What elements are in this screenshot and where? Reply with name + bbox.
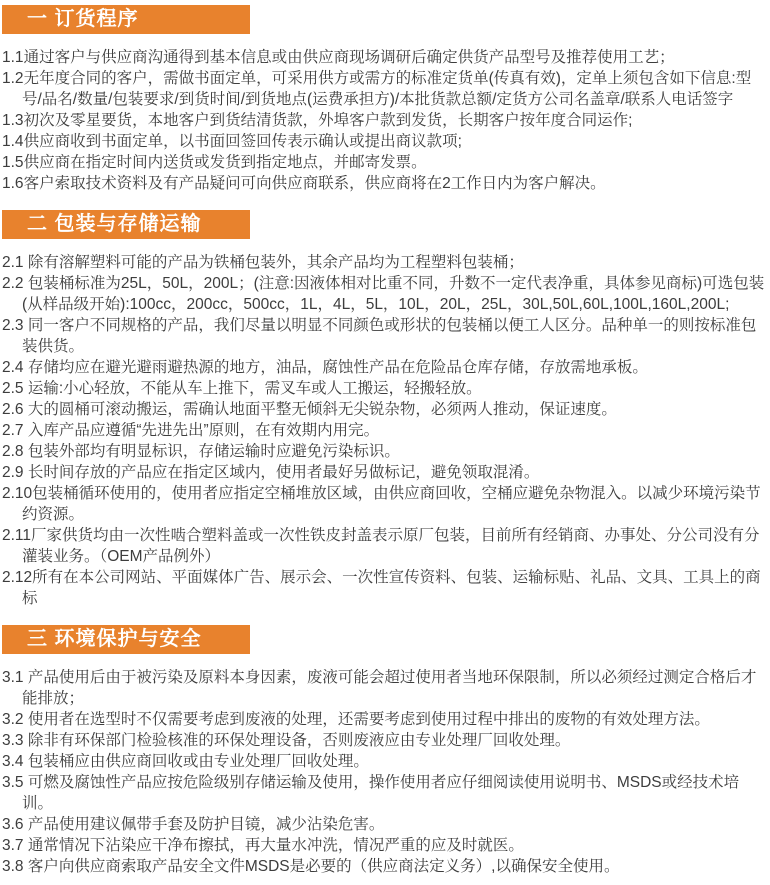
section-header-banner: [2, 210, 250, 239]
item-text: 长时间存放的产品应在指定区域内，使用者最好另做标记，避免领取混淆。: [27, 464, 540, 481]
item-number: 1.4: [2, 133, 24, 150]
item-text: 产品使用后由于被污染及原料本身因素，废液可能会超过使用者当地环保限制，所以必须经过测定合格后才能排放；: [22, 669, 757, 707]
item-number: 2.4: [2, 359, 28, 376]
list-item: [2, 110, 768, 131]
item-number: 2.2: [2, 275, 28, 292]
section-title: 一 订货程序: [27, 8, 139, 30]
item-number: 2.11: [2, 527, 32, 544]
list-item: [2, 730, 768, 751]
list-item: [2, 378, 768, 399]
item-number: 3.3: [2, 732, 28, 749]
item-text: 入库产品应遵循“先进先出”原则，在有效期内用完。: [27, 422, 380, 439]
list-item: [2, 483, 768, 525]
item-number: 2.7: [2, 422, 28, 439]
section-items: [2, 47, 768, 194]
list-item: [2, 709, 768, 730]
list-item: [2, 152, 768, 173]
item-number: 1.6: [2, 175, 24, 192]
item-text: 通过客户与供应商沟通得到基本信息或由供应商现场调研后确定供货产品型号及推荐使用工艺；: [23, 49, 675, 66]
item-text: 运输:小心轻放，不能从车上推下，需叉车或人工搬运，轻搬轻放。: [27, 380, 482, 397]
item-text: 除有溶解塑料可能的产品为铁桶包装外，其余产品均为工程塑料包装桶；: [27, 254, 524, 271]
item-number: 2.12: [2, 569, 33, 586]
item-text: 包装外部均有明显标识，存储运输时应避免污染标识。: [27, 443, 400, 460]
item-number: 2.6: [2, 401, 28, 418]
item-number: 1.5: [2, 154, 24, 171]
list-item: [2, 856, 768, 877]
list-item: [2, 814, 768, 835]
item-text: 供应商收到书面定单，以书面回签回传表示确认或提出商议款项;: [23, 133, 462, 150]
item-text: 除非有环保部门检验核准的环保处理设备，否则废液应由专业处理厂回收处理。: [27, 732, 571, 749]
list-item: [2, 420, 768, 441]
list-item: [2, 315, 768, 357]
list-item: [2, 252, 768, 273]
section-items: [2, 667, 768, 877]
item-text: 包装桶循环使用的，使用者应指定空桶堆放区域，由供应商回收，空桶应避免杂物混入。以减少环境污染节约资源。: [22, 485, 761, 523]
item-text: 存储均应在避光避雨避热源的地方，油品，腐蚀性产品在危险品仓库存储，存放需地承板。: [27, 359, 648, 376]
list-item: [2, 462, 768, 483]
item-text: 同一客户不同规格的产品，我们尽量以明显不同颜色或形状的包装桶以便工人区分。品种单一的则按标准包装供货。: [22, 317, 757, 355]
item-text: 使用者在选型时不仅需要考虑到废液的处理，还需要考虑到使用过程中排出的废物的有效处理方法。: [27, 711, 710, 728]
section-header-banner: [2, 5, 250, 34]
item-text: 包装桶标准为25L，50L，200L；(注意:因液体相对比重不同，升数不一定代表净重，具体参见商标)可选包装(从样品级开始):100cc，200cc，500cc，1L，4L，5L，10L，20L，25L，30L,50L,60L,100L,160L,200L;: [22, 275, 765, 313]
item-number: 1.1: [2, 49, 24, 66]
item-number: 3.2: [2, 711, 28, 728]
list-item: [2, 667, 768, 709]
section-header-banner: [2, 625, 250, 654]
list-item: [2, 173, 768, 194]
list-item: [2, 835, 768, 856]
item-number: 2.9: [2, 464, 28, 481]
list-item: [2, 441, 768, 462]
item-number: 2.3: [2, 317, 28, 334]
list-item: [2, 751, 768, 772]
document-section: [2, 5, 768, 194]
list-item: [2, 68, 768, 110]
item-number: 3.7: [2, 837, 28, 854]
list-item: [2, 399, 768, 420]
list-item: [2, 525, 768, 567]
item-text: 无年度合同的客户，需做书面定单，可采用供方或需方的标准定货单(传真有效)，定单上须包含如下信息:型号/品名/数量/包装要求/到货时间/到货地点(运费承担方)/本批货款总额/定货方公司名盖章/联系人电话签字: [22, 70, 752, 108]
list-item: [2, 273, 768, 315]
item-text: 初次及零星要货，本地客户到货结清货款，外埠客户款到发货，长期客户按年度合同运作;: [23, 112, 633, 129]
section-items: [2, 252, 768, 609]
item-number: 1.2: [2, 70, 24, 87]
item-text: 产品使用建议佩带手套及防护目镜，减少沾染危害。: [27, 816, 385, 833]
list-item: [2, 131, 768, 152]
item-number: 3.8: [2, 858, 28, 875]
section-title: 三 环境保护与安全: [27, 628, 202, 650]
item-number: 3.6: [2, 816, 28, 833]
document-section: [2, 210, 768, 609]
list-item: [2, 772, 768, 814]
item-number: 2.1: [2, 254, 28, 271]
item-text: 所有在本公司网站、平面媒体广告、展示会、一次性宣传资料、包装、运输标贴、礼品、文具、工具上的商标: [22, 569, 761, 607]
item-number: 2.8: [2, 443, 28, 460]
document-section: [2, 625, 768, 877]
item-number: 2.10: [2, 485, 33, 502]
list-item: [2, 357, 768, 378]
item-number: 3.1: [2, 669, 28, 686]
section-title: 二 包装与存储运输: [27, 213, 202, 235]
item-text: 包装桶应由供应商回收或由专业处理厂回收处理。: [27, 753, 369, 770]
item-text: 通常情况下沾染应干净布擦拭，再大量水冲洗，情况严重的应及时就医。: [27, 837, 524, 854]
item-number: 1.3: [2, 112, 24, 129]
item-text: 可燃及腐蚀性产品应按危险级别存储运输及使用，操作使用者应仔细阅读使用说明书、MSDS或经技术培训。: [22, 774, 740, 812]
sections-container: [2, 5, 768, 877]
item-text: 客户索取技术资料及有产品疑问可向供应商联系，供应商将在2工作日内为客户解决。: [23, 175, 606, 192]
item-number: 2.5: [2, 380, 28, 397]
item-text: 供应商在指定时间内送货或发货到指定地点，并邮寄发票。: [23, 154, 427, 171]
item-text: 客户向供应商索取产品安全文件MSDS是必要的（供应商法定义务）,以确保安全使用。: [27, 858, 620, 875]
item-number: 3.4: [2, 753, 28, 770]
item-number: 3.5: [2, 774, 28, 791]
list-item: [2, 567, 768, 609]
list-item: [2, 47, 768, 68]
item-text: 厂家供货均由一次性啮合塑料盖或一次性铁皮封盖表示原厂包装，目前所有经销商、办事处、分公司没有分灌装业务。（OEM产品例外）: [22, 527, 760, 565]
item-text: 大的圆桶可滚动搬运，需确认地面平整无倾斜无尖锐杂物，必须两人推动，保证速度。: [27, 401, 617, 418]
